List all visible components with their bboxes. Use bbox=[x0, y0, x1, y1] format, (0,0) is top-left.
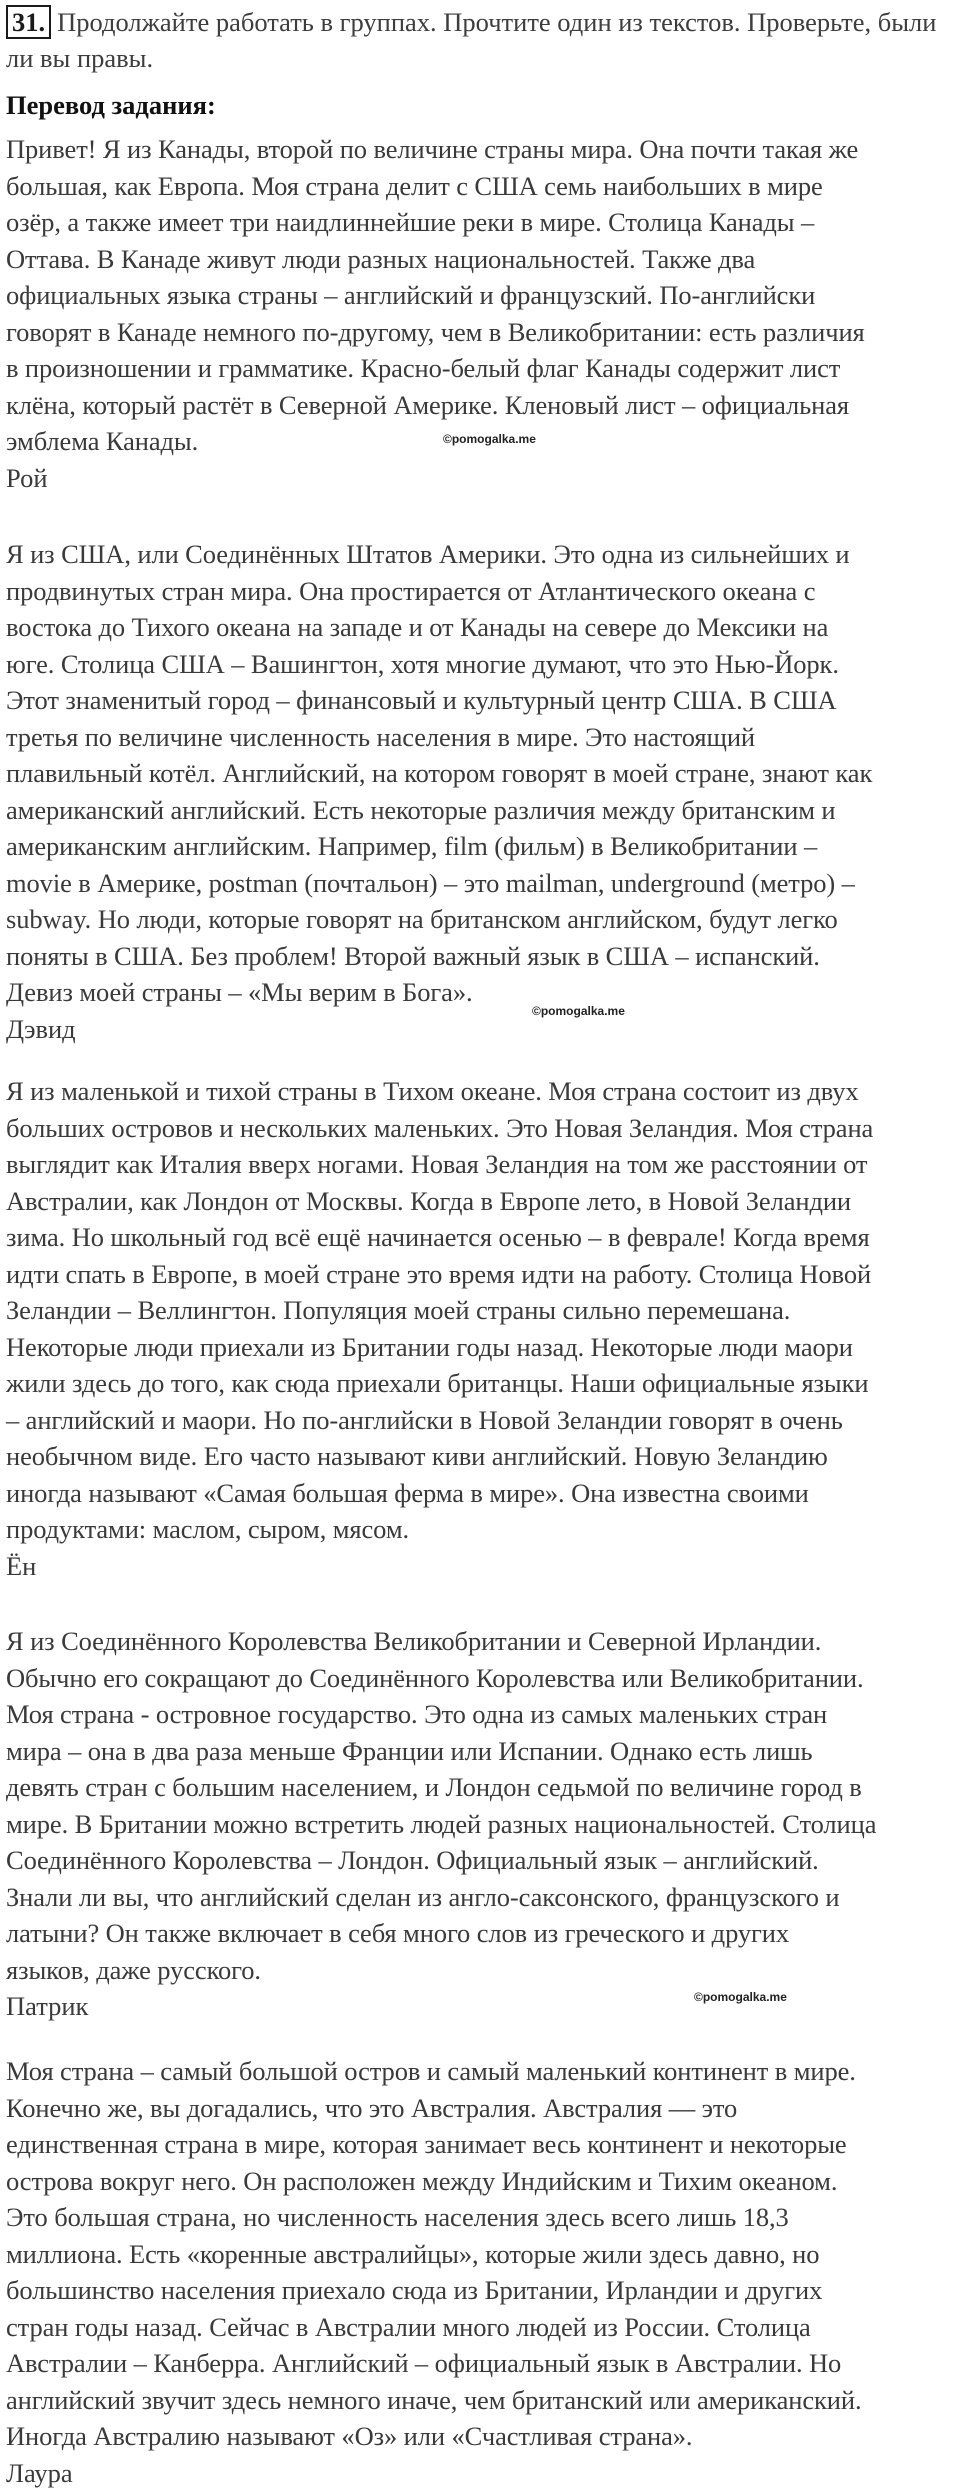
task-number-badge: 31. bbox=[6, 5, 51, 39]
watermark: ©pomogalka.me bbox=[443, 432, 536, 446]
task-instruction: Продолжайте работать в группах. Прочтите один из текстов. Проверьте, были ли вы правы. bbox=[6, 7, 936, 73]
text-author: Патрик bbox=[6, 1988, 956, 2025]
translation-heading: Перевод задания: bbox=[6, 87, 216, 123]
text-author: Дэвид bbox=[6, 1011, 956, 1048]
text-body: Я из маленькой и тихой страны в Тихом океане. Моя страна состоит из двух больших островов и нескольких маленьких. Это Новая Зеландия. Моя страна выглядит как Италия вверх ногами. Новая Зеландия на том же расстоянии от Австралии, как Лондон от Москвы. Когда в Европе лето, в Новой Зеландии зима. Но школьный год всё ещё начинается осенью – в феврале! Когда время идти спать в Европе, в моей стране это время идти на работу. Столица Новой Зеландии – Веллингтон. Популяция моей страны сильно перемешана. Некоторые люди приехали из Британии годы назад. Некоторые люди маори жили здесь до того, как сюда приехали британцы. Наши официальные языки – английский и маори. Но по-английски в Новой Зеландии говорят в очень необычном виде. Его часто называют киви английский. Новую Зеландию иногда называют «Самая большая ферма в мире». Она известна своими продуктами: маслом, сыром, мясом. bbox=[6, 1073, 956, 1548]
watermark: ©pomogalka.me bbox=[532, 1004, 625, 1018]
text-body: Привет! Я из Канады, второй по величине страны мира. Она почти такая же большая, как Европа. Моя страна делит с США семь наибольших в мире озёр, а также имеет три наидлиннейшие реки в мире. Столица Канады – Оттава. В Канаде живут люди разных национальностей. Также два официальных языка страны – английский и французский. По-английски говорят в Канаде немного по-другому, чем в Великобритании: есть различия в произношении и грамматике. Красно-белый флаг Канады содержит лист клёна, который растёт в Северной Америке. Кленовый лист – официальная эмблема Канады. bbox=[6, 131, 956, 460]
text-author: Ён bbox=[6, 1548, 956, 1585]
text-body: Я из Соединённого Королевства Великобритании и Северной Ирландии. Обычно его сокращают до Соединённого Королевства или Великобритании. Моя страна - островное государство. Это одна из самых маленьких стран мира – она в два раза меньше Франции или Испании. Однако есть лишь девять стран с большим населением, и Лондон седьмой по величине город в мире. В Британии можно встретить людей разных национальностей. Столица Соединённого Королевства – Лондон. Официальный язык – английский. Знали ли вы, что английский сделан из англо-саксонского, французского и латыни? Он также включает в себя много слов из греческого и других языков, даже русского. bbox=[6, 1623, 956, 1988]
task-instruction-line bbox=[6, 4, 954, 76]
text-united-kingdom bbox=[6, 1623, 956, 2025]
text-body: Моя страна – самый большой остров и самый маленький континент в мире. Конечно же, вы догадались, что это Австралия. Австралия — это единственная страна в мире, которая занимает весь континент и некоторые острова вокруг него. Он расположен между Индийским и Тихим океаном. Это большая страна, но численность населения здесь всего лишь 18,3 миллиона. Есть «коренные австралийцы», которые жили здесь давно, но большинство населения приехало сюда из Британии, Ирландии и других стран годы назад. Сейчас в Австралии много людей из России. Столица Австралии – Канберра. Английский – официальный язык в Австралии. Но английский звучит здесь немного иначе, чем британский или американский. Иногда Австралию называют «Оз» или «Счастливая страна». bbox=[6, 2053, 956, 2455]
text-author: Лаура bbox=[6, 2455, 956, 2491]
text-body: Я из США, или Соединённых Штатов Америки. Это одна из сильнейших и продвинутых стран мира. Она простирается от Атлантического океана с востока до Тихого океана на западе и от Канады на севере до Мексики на юге. Столица США – Вашингтон, хотя многие думают, что это Нью-Йорк. Этот знаменитый город – финансовый и культурный центр США. В США третья по величине численность населения в мире. Это настоящий плавильный котёл. Английский, на котором говорят в моей стране, знают как американский английский. Есть некоторые различия между британским и американским английским. Например, film (фильм) в Великобритании – movie в Америке, postman (почтальон) – это mailman, underground (метро) – subway. Но люди, которые говорят на британском английском, будут легко поняты в США. Без проблем! Второй важный язык в США – испанский. Девиз моей страны – «Мы верим в Бога». bbox=[6, 536, 956, 1011]
text-australia bbox=[6, 2053, 956, 2491]
watermark: ©pomogalka.me bbox=[694, 1990, 787, 2004]
text-author: Рой bbox=[6, 460, 956, 497]
text-new-zealand bbox=[6, 1073, 956, 1584]
text-usa bbox=[6, 536, 956, 1047]
